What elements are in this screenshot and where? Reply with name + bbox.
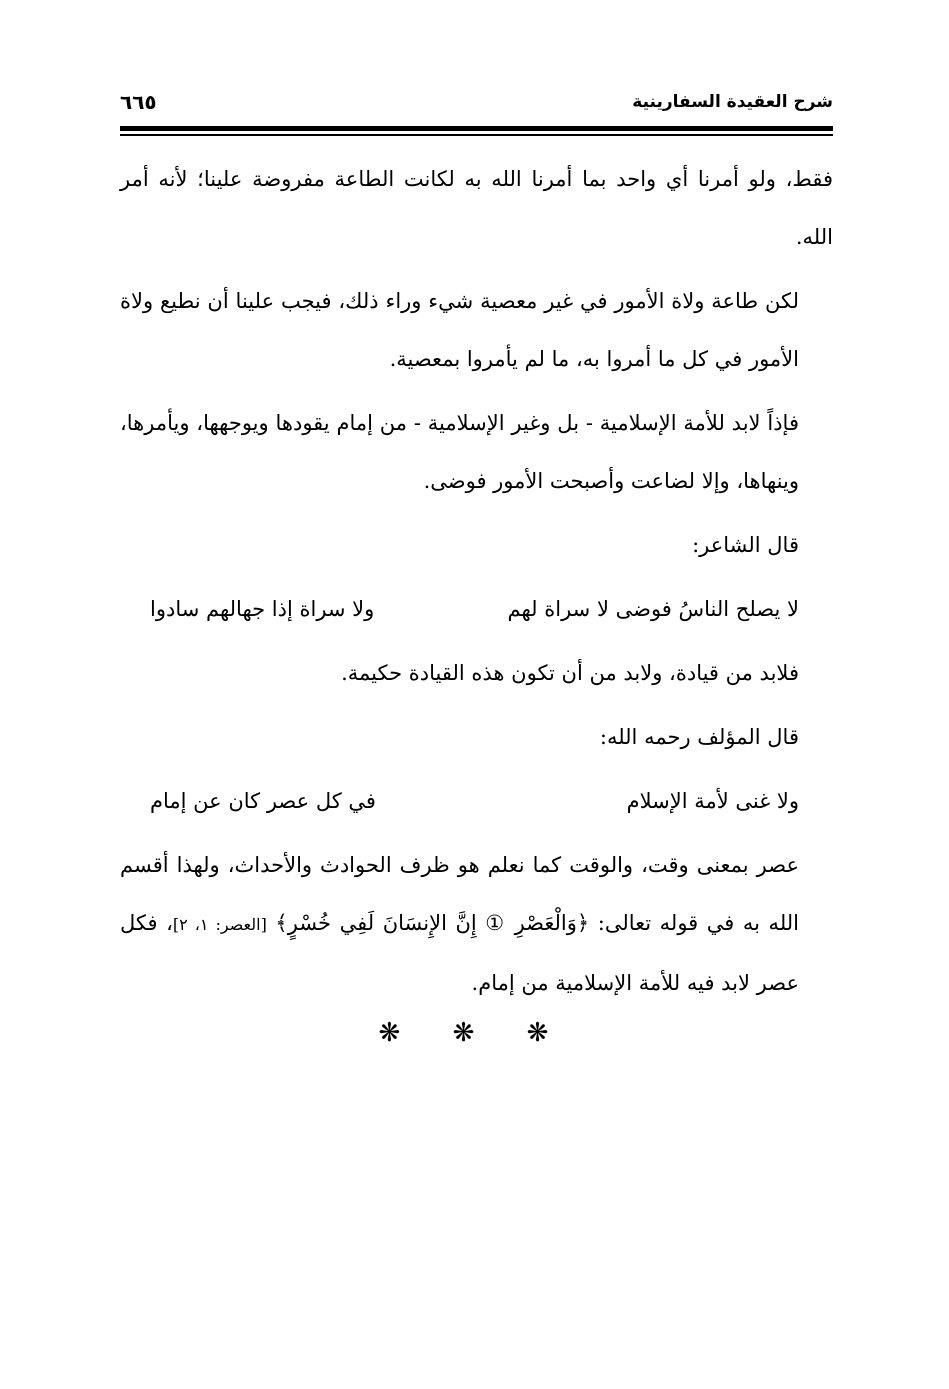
running-title: شرح العقيدة السفارينية — [632, 92, 833, 112]
page-body — [120, 150, 833, 1018]
header-rule-thin — [120, 134, 833, 136]
verse-1-second-hemistich: ولا سراة إذا جهالهم سادوا — [150, 597, 375, 621]
paragraph-2: لكن طاعة ولاة الأمور في غير معصية شيء وراء ذلك، فيجب علينا أن نطيع ولاة الأمور في كل ما أمروا به، ما لم يأمروا بمعصية. — [120, 289, 799, 371]
paragraph-5 — [120, 836, 833, 1012]
header-rule-thick — [120, 126, 833, 131]
poem-verse-2 — [120, 772, 833, 830]
verse-1-first-hemistich: لا يصلح الناسُ فوضى لا سراة لهم — [507, 597, 799, 621]
poem-verse-1 — [120, 580, 833, 638]
page-number: ٦٦٥ — [120, 90, 157, 114]
poet-intro: قال الشاعر: — [692, 533, 799, 557]
paragraph-3: فإذاً لابد للأمة الإسلامية - بل وغير الإسلامية - من إمام يقودها ويوجهها، ويأمرها، وينهاها، وإلا لضاعت وأصبحت الأمور فوضى. — [120, 411, 799, 493]
paragraph-5-main: عصر بمعنى وقت، والوقت كما نعلم هو ظرف الحوادث والأحداث، ولهذا أقسم الله به في قوله تعالى: ﴿وَالْعَصْرِ ① إِنَّ الإِنسَانَ لَفِي خُسْرٍ﴾ — [120, 853, 799, 935]
paragraph-5-end: ، فكل عصر لابد فيه للأمة الإسلامية من إمام. — [120, 911, 799, 995]
page-header — [120, 92, 833, 120]
paragraph-1: فقط، ولو أمرنا أي واحد بما أمرنا الله به لكانت الطاعة مفروضة علينا؛ لأنه أمر الله. — [120, 167, 833, 249]
verse-2-second-hemistich: في كل عصر كان عن إمام — [150, 789, 376, 813]
author-intro: قال المؤلف رحمه الله: — [599, 725, 799, 749]
section-ornament: ❋ ❋ ❋ — [378, 1018, 571, 1048]
paragraph-4: فلابد من قيادة، ولابد من أن تكون هذه القيادة حكيمة. — [341, 661, 799, 685]
verse-2-first-hemistich: ولا غنى لأمة الإسلام — [626, 789, 799, 813]
quran-reference: [العصر: ١، ٢] — [172, 915, 267, 934]
